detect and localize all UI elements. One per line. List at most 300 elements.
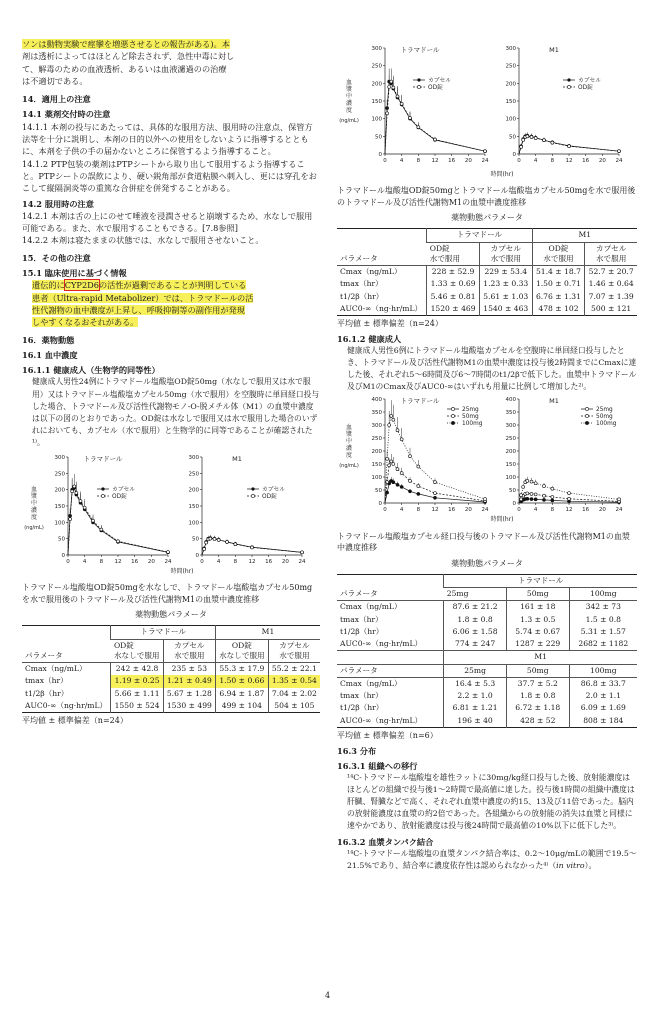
y-tick-label: 0: [195, 552, 199, 559]
paragraph: ¹⁴C-トラマドール塩酸塩の血漿タンパク結合率は、0.2〜10μg/mLの範囲で19.5〜21.5%であり、結合率に濃度依存性は認められなかった⁴⁾（in vitro）。: [347, 848, 637, 870]
y-tick-label: 250: [371, 63, 382, 70]
table-title: 薬物動態パラメータ: [135, 610, 207, 620]
y-tick-label: 250: [371, 436, 382, 443]
y-tick-label: 50: [509, 134, 516, 141]
x-tick-label: 8: [550, 158, 555, 164]
data-point: [568, 145, 571, 148]
x-tick-label: 0: [383, 158, 387, 164]
y-axis-label: 中: [345, 93, 353, 100]
col-header: OD錠 水で服用: [427, 242, 480, 266]
data-point: [217, 538, 220, 541]
legend-marker: [451, 422, 454, 425]
x-tick-label: 16: [131, 558, 139, 565]
col-header: 50mg: [506, 588, 569, 601]
col-header: カプセル 水で服用: [585, 242, 637, 266]
x-tick-label: 4: [216, 558, 221, 565]
table-row: AUC0-∞（ng·hr/mL） 1550 ± 524 1530 ± 499 499 ± 104 504 ± 105: [22, 700, 320, 713]
series-line: [385, 82, 485, 154]
x-tick-label: 20: [598, 158, 606, 164]
data-point: [209, 537, 212, 540]
x-tick-label: 0: [383, 507, 387, 514]
figure-left: [22, 449, 320, 580]
param-header: パラメータ: [340, 253, 378, 263]
data-point: [409, 116, 412, 119]
x-tick-label: 8: [416, 158, 421, 164]
table-row: t1/2β（hr） 6.06 ± 1.58 5.74 ± 0.67 5.31 ± 1.57: [337, 626, 637, 638]
x-tick-label: 0: [200, 558, 204, 565]
y-axis-label: 中: [345, 438, 353, 446]
data-point: [618, 498, 621, 501]
y-tick-label: 100: [505, 116, 516, 123]
data-point: [434, 481, 437, 484]
y-axis-label: 血: [345, 79, 353, 86]
y-tick-label: 150: [371, 99, 382, 105]
x-tick-label: 12: [565, 507, 573, 514]
data-point: [543, 139, 546, 142]
pk-chart-right-top: [337, 40, 637, 180]
data-point: [543, 485, 546, 488]
paragraph: 健康成人男性24例にトラマドール塩酸塩OD錠50mg（水なしで服用又は水で服用）又はトラマドール塩酸塩カプセル50mg（水で服用）を空腹時に単回経口投与した場合、トラマドール及び活性代謝物モノ-O-脱メチル体（M1）の血漿中濃度は以下の図のとおりであった。OD錠は水なしで服用又は水で服用した場合のいずれにおいても、カプセル（水で服用）と生物学的に同等であることが確認された¹⁾。: [32, 377, 320, 447]
text-line: 剤は透析によってはほとんど除去されず、急性中毒に対し: [22, 51, 235, 62]
legend-label: 100mg: [596, 421, 617, 428]
data-point: [551, 499, 554, 502]
table-row: Cmax（ng/mL） 87.6 ± 21.2 161 ± 18 342 ± 73: [337, 601, 637, 614]
x-tick-label: 8: [550, 507, 555, 514]
text-span: の活性が過剰であることが判明している: [98, 280, 247, 291]
subsection-heading: 16.1.2 健康成人: [337, 333, 402, 344]
data-point: [73, 485, 76, 488]
legend-label: 25mg: [462, 407, 479, 414]
figure-caption: トラマドール塩酸塩OD錠50mgとトラマドール塩酸塩カプセル50mgを水で服用後のトラマドール及び活性代謝物M1の血漿中濃度推移: [337, 186, 636, 207]
data-point: [534, 493, 537, 496]
legend-label: 50mg: [596, 414, 613, 421]
legend-marker: [251, 494, 254, 497]
y-axis-unit: (ng/mL): [339, 463, 359, 470]
figure-right-dose: [337, 393, 637, 528]
subsection-heading: 16.3 分布: [337, 745, 377, 756]
data-point: [388, 424, 391, 427]
x-tick-label: 4: [399, 507, 404, 514]
x-axis-label: 時間(hr): [490, 171, 514, 178]
left-column: [22, 38, 320, 729]
data-point: [568, 492, 571, 495]
section-heading: 16．薬物動態: [22, 334, 75, 345]
legend-marker: [585, 415, 588, 418]
x-tick-label: 12: [431, 158, 439, 164]
data-point: [530, 136, 533, 139]
data-point: [400, 486, 403, 489]
data-point: [530, 493, 533, 496]
y-tick-label: 300: [505, 46, 516, 52]
y-tick-label: 100: [371, 116, 382, 123]
text-span: 遺伝的に: [32, 280, 65, 291]
y-tick-label: 200: [505, 449, 516, 456]
legend-label: カプセル: [112, 486, 136, 493]
data-point: [205, 541, 208, 544]
x-tick-label: 0: [66, 558, 70, 565]
x-tick-label: 20: [598, 507, 606, 514]
data-point: [526, 135, 529, 138]
y-tick-label: 0: [378, 501, 382, 508]
legend-marker: [101, 487, 104, 490]
x-tick-label: 24: [481, 158, 489, 164]
data-point: [396, 468, 399, 471]
y-tick-label: 100: [505, 475, 516, 482]
x-tick-label: 16: [448, 158, 456, 164]
x-tick-label: 12: [248, 558, 256, 565]
data-point: [213, 537, 216, 540]
y-tick-label: 250: [54, 471, 65, 478]
data-point: [522, 138, 525, 141]
table-row: AUC0-∞（ng·hr/mL） 774 ± 247 1287 ± 229 2682 ± 1182: [337, 638, 637, 651]
y-tick-label: 0: [61, 552, 65, 559]
data-point: [392, 419, 395, 422]
data-point: [434, 138, 437, 141]
table-row: tmax（hr） 1.8 ± 0.8 1.3 ± 0.5 1.5 ± 0.8: [337, 614, 637, 626]
subsection-heading: 16.3.1 組織への移行: [337, 760, 418, 771]
data-point: [386, 458, 389, 461]
x-tick-label: 20: [147, 558, 155, 565]
data-point: [75, 491, 78, 494]
col-header: カプセル 水で服用: [268, 639, 320, 663]
y-axis-label: 漿: [345, 86, 353, 93]
x-tick-label: 20: [281, 558, 289, 565]
data-point: [618, 150, 621, 153]
legend-marker: [585, 408, 588, 411]
table-footnote: 平均値 ± 標準偏差（n=6）: [337, 730, 438, 740]
table-row: Cmax（ng/mL） 16.4 ± 5.3 37.7 ± 5.2 86.8 ± 33.7: [337, 677, 637, 690]
data-point: [251, 546, 254, 549]
panel-title: トラマドール: [400, 397, 440, 406]
data-point: [417, 485, 420, 488]
pk-chart-dose: [337, 393, 637, 525]
y-axis-label: 度: [30, 513, 38, 521]
data-point: [530, 481, 533, 484]
param-header: パラメータ: [340, 589, 378, 599]
table-row-highlighted: tmax（hr） 1.19 ± 0.25 1.21 ± 0.49 1.50 ± 0.66 1.35 ± 0.54: [22, 675, 320, 687]
table-row: t1/2β（hr） 6.81 ± 1.21 6.72 ± 1.18 6.09 ± 1.69: [337, 702, 637, 714]
page-number: 4: [324, 991, 331, 1000]
data-point: [534, 498, 537, 501]
y-tick-label: 300: [505, 423, 516, 430]
y-tick-label: 150: [54, 503, 65, 510]
y-tick-label: 250: [188, 471, 199, 478]
paragraph: 14.1.1 本剤の投与にあたっては、具体的な服用方法、服用時の注意点、保管方法等を十分に説明し、本剤の日的以外への使用をしないように指導するとともに、本剤を子供の手の届かないところに保管するよう指導すること。: [22, 121, 313, 157]
y-tick-label: 350: [371, 410, 382, 417]
y-tick-label: 300: [371, 46, 382, 52]
data-point: [386, 112, 389, 115]
y-tick-label: 150: [505, 99, 516, 105]
data-point: [434, 492, 437, 495]
data-point: [203, 548, 206, 551]
data-point: [534, 482, 537, 485]
data-point: [526, 480, 529, 483]
x-tick-label: 12: [431, 507, 439, 514]
data-point: [71, 490, 74, 493]
subsection-heading: 16.3.2 血漿タンパク結合: [337, 836, 434, 847]
group-header: トラマドール: [444, 574, 637, 587]
x-axis-label: 時間(hr): [170, 567, 194, 575]
data-point: [534, 137, 537, 140]
y-tick-label: 300: [371, 423, 382, 430]
pk-table-left: [22, 625, 320, 713]
group-header: M1: [215, 626, 320, 639]
group-header: M1: [444, 651, 637, 664]
legend-label: OD錠: [578, 85, 593, 91]
y-tick-label: 0: [512, 152, 516, 158]
x-tick-label: 4: [533, 507, 538, 514]
x-tick-label: 16: [582, 507, 590, 514]
subsection-heading: 16.1.1 健康成人（生物学的同等性）: [22, 365, 160, 376]
data-point: [392, 463, 395, 466]
y-axis-label: 度: [345, 452, 353, 460]
cyp2d6-box: CYP2D6: [64, 280, 99, 291]
x-tick-label: 12: [114, 558, 122, 565]
subsection-heading: 16.1 血中濃度: [22, 349, 78, 360]
highlighted-text: ソンは動物実験で痙攣を増悪させるとの報告がある)。本: [22, 39, 230, 49]
table-row: t1/2β（hr） 5.66 ± 1.11 5.67 ± 1.28 6.94 ± 1.87 7.04 ± 2.02: [22, 688, 320, 700]
legend-label: カプセル: [262, 486, 286, 493]
figure-caption: トラマドール塩酸塩カプセル経口投与後のトラマドール及び活性代謝物M1の血漿中濃度推移: [337, 531, 630, 553]
y-tick-label: 100: [188, 520, 199, 527]
paragraph: 14.2.2 本剤は寝たままの状態では、水なしで服用させないこと。: [22, 235, 264, 246]
x-tick-label: 16: [265, 558, 273, 565]
section-heading: 15．その他の注意: [22, 252, 91, 263]
data-point: [543, 495, 546, 498]
param-header: パラメータ: [25, 650, 63, 660]
data-point: [417, 493, 420, 496]
data-point: [400, 102, 403, 105]
y-axis-label: 血: [345, 424, 353, 432]
x-tick-label: 4: [82, 558, 87, 565]
y-tick-label: 0: [378, 152, 382, 158]
data-point: [520, 494, 523, 497]
legend-label: カプセル: [578, 78, 602, 84]
col-header: カプセル 水で服用: [479, 242, 532, 266]
series-line: [385, 82, 485, 154]
data-point: [392, 86, 395, 89]
table-row: AUC0-∞（ng·hr/mL） 196 ± 40 428 ± 52 808 ± 184: [337, 715, 637, 728]
data-point: [526, 492, 529, 495]
col-header: OD錠 水なしで服用: [215, 639, 268, 663]
y-tick-label: 300: [188, 454, 199, 461]
data-point: [390, 460, 393, 463]
data-point: [417, 126, 420, 129]
data-point: [234, 543, 237, 546]
legend-marker: [567, 85, 570, 88]
legend-marker: [417, 85, 420, 88]
y-tick-label: 50: [58, 536, 65, 543]
x-tick-label: 20: [464, 158, 472, 164]
panel-title: トラマドール: [83, 454, 123, 463]
table-row: Cmax（ng/mL） 242 ± 42.8 235 ± 53 55.3 ± 17.9 55.2 ± 22.1: [22, 663, 320, 676]
y-tick-label: 200: [188, 487, 199, 494]
data-point: [69, 517, 72, 520]
data-point: [226, 540, 229, 543]
subsection-heading: 14.1 薬剤交付時の注意: [22, 109, 111, 120]
legend-label: 50mg: [462, 414, 479, 421]
highlighted-warning: [22, 279, 320, 328]
legend-label: カプセル: [428, 78, 452, 84]
text-span: 患者（Ultra-rapid Metabolizer）では、トラマドールの活: [32, 292, 254, 303]
x-tick-label: 20: [464, 507, 472, 514]
y-tick-label: 300: [54, 454, 65, 461]
legend-marker: [101, 494, 104, 497]
data-point: [551, 496, 554, 499]
y-tick-label: 200: [371, 449, 382, 456]
table-footnote: 平均値 ± 標準偏差（n=24）: [337, 319, 443, 329]
figure-right-top: [337, 40, 637, 183]
data-point: [396, 95, 399, 98]
col-header: 25mg: [444, 588, 507, 601]
y-axis-label: 漿: [30, 492, 38, 500]
data-point: [484, 150, 487, 153]
x-tick-label: 16: [448, 507, 456, 514]
subsection-heading: 14.2 服用時の注意: [22, 198, 94, 209]
table-title: 薬物動態パラメータ: [451, 213, 523, 223]
subsection-heading: 15.1 臨床使用に基づく情報: [22, 268, 127, 279]
y-tick-label: 150: [188, 503, 199, 510]
table-footnote: 平均値 ± 標準偏差（n=24）: [22, 716, 128, 726]
data-point: [117, 540, 120, 543]
group-header: M1: [532, 229, 637, 242]
y-tick-label: 0: [512, 501, 516, 508]
y-tick-label: 400: [371, 397, 382, 404]
legend-label: 100mg: [462, 421, 483, 428]
y-tick-label: 150: [371, 462, 382, 469]
legend-marker: [251, 487, 254, 490]
data-point: [83, 506, 86, 509]
pk-table-right-1: [337, 228, 637, 316]
x-tick-label: 24: [298, 558, 306, 565]
data-point: [409, 490, 412, 493]
paragraph: 14.1.2 PTP包装の薬剤はPTPシートから取り出して服用するよう指導すること。PTPシートの誤飲により、硬い鋭角部が食道粘膜へ刺入し、更には穿孔をおこして縦隔洞炎等の重篤な合併症を併発することがある。: [22, 158, 317, 194]
paragraph: 14.2.1 本剤は舌の上にのせて唾液を浸潤させると崩壊するため、水なしで服用可能である。また、水で服用することもできる。[7.8参照]: [22, 210, 313, 234]
group-header: トラマドール: [427, 229, 532, 242]
x-tick-label: 24: [164, 558, 172, 565]
paragraph: 健康成人男性6例にトラマドール塩酸塩カプセルを空腹時に単回経口投与したとき、トラマドール及び活性代謝物M1の血漿中濃度は投与後2時間までにCmaxに達した後、それぞれ5〜6時間及び6〜7時間のt1/2βで低下した。血漿中トラマドール及びM1のCmax及びAUC0-∞はいずれも用量に比例して増加した²⁾。: [347, 346, 637, 392]
figure-caption: トラマドール塩酸塩OD錠50mgを水なしで、トラマドール塩酸塩カプセル50mgを水で服用後のトラマドール及び活性代謝物M1の血漿中濃度推移: [22, 583, 313, 604]
col-header: 100mg: [569, 588, 637, 601]
x-tick-label: 16: [582, 158, 590, 164]
legend-marker: [417, 78, 420, 81]
data-point: [551, 488, 554, 491]
data-point: [396, 429, 399, 432]
col-header: OD錠 水で服用: [532, 242, 585, 266]
data-point: [388, 85, 391, 88]
data-point: [434, 497, 437, 500]
pk-table-dose: パラメータ トラマドール 25mg 50mg 100mg Cmax（ng/mL） 87.6 ± 21.2 161 ± 18 342 ± 73 tmax（hr） 1.8 ± 0.8 1.3 ± 0.5 1.5 ± 0.8 t1/2β（hr） 6.06 ± 1.58 5.74 ± 0.67 5.31 ± 1.57 AUC0-∞（ng·hr/mL） 774 ± 247 1287 ± 229 2682 ± 1182 M1 パラメータ 25mg 50mg 100mg Cmax（ng/mL） 16.4 ± 5.3 37.7 ± 5.2 86.8 ± 33.7 tmax（hr） 2.2 ± 1.0 1.8 ± 0.8 2.0 ± 1.1 t1/2β（hr） 6.81 ± 1.21 6.72 ± 1.18 6.09 ± 1.69 AUC0-∞（ng·hr/mL） 196 ± 40 428 ± 52 808 ± 184: [337, 574, 637, 728]
legend-label: OD錠: [428, 85, 443, 91]
data-point: [409, 480, 412, 483]
y-tick-label: 50: [375, 488, 382, 495]
x-tick-label: 24: [615, 158, 623, 164]
x-tick-label: 24: [615, 507, 623, 514]
y-tick-label: 250: [505, 63, 516, 70]
data-point: [400, 472, 403, 475]
legend-marker: [451, 408, 454, 411]
text-line: て、解毒のための血液透析、あるいは血液濾過のの治療: [22, 63, 227, 74]
data-point: [100, 528, 103, 531]
table-row: tmax（hr） 2.2 ± 1.0 1.8 ± 0.8 2.0 ± 1.1: [337, 690, 637, 702]
param-header: パラメータ: [337, 664, 444, 677]
data-point: [522, 486, 525, 489]
y-axis-label: 濃: [30, 506, 38, 514]
text-line: は不適切である。: [22, 75, 88, 86]
y-tick-label: 250: [505, 436, 516, 443]
col-header: カプセル 水で服用: [163, 639, 215, 663]
y-tick-label: 200: [54, 487, 65, 494]
x-tick-label: 4: [533, 158, 538, 164]
y-tick-label: 200: [505, 81, 516, 88]
x-tick-label: 0: [517, 158, 521, 164]
data-point: [551, 141, 554, 144]
y-axis-label: 度: [345, 107, 353, 114]
table-title: 薬物動態パラメータ: [451, 558, 523, 568]
data-point: [79, 499, 82, 502]
legend-marker: [567, 78, 570, 81]
data-point: [543, 499, 546, 502]
y-axis-label: 濃: [345, 445, 353, 453]
table-row: Cmax（ng/mL） 228 ± 52.9 229 ± 53.4 51.4 ± 18.7 52.7 ± 20.7: [337, 266, 637, 279]
text-span: しやすくなるおそれがある。: [32, 317, 139, 328]
y-axis-label: 血: [30, 485, 38, 493]
y-tick-label: 50: [375, 134, 382, 141]
panel-title: M1: [549, 46, 559, 54]
data-point: [409, 455, 412, 458]
data-point: [400, 438, 403, 441]
y-axis-unit: (ng/mL): [24, 524, 44, 531]
data-point: [388, 464, 391, 467]
pk-chart-left: [22, 449, 320, 577]
legend-label: OD錠: [262, 493, 277, 500]
data-point: [390, 80, 393, 83]
x-tick-label: 4: [399, 158, 404, 164]
x-tick-label: 8: [233, 558, 238, 565]
y-tick-label: 100: [371, 475, 382, 482]
y-tick-label: 350: [505, 410, 516, 417]
legend-marker: [451, 415, 454, 418]
data-point: [530, 498, 533, 501]
y-axis-label: 濃: [345, 100, 353, 107]
x-tick-label: 12: [565, 158, 573, 164]
right-column: [337, 40, 637, 872]
panel-title: トラマドール: [400, 46, 440, 54]
data-point: [390, 415, 393, 418]
data-point: [526, 498, 529, 501]
data-point: [484, 498, 487, 501]
panel-title: M1: [232, 454, 242, 463]
table-row: AUC0-∞（ng·hr/mL） 1520 ± 469 1540 ± 463 478 ± 102 500 ± 121: [337, 303, 637, 316]
series-line: [385, 416, 485, 503]
data-point: [392, 481, 395, 484]
y-axis-unit: (ng/mL): [339, 118, 359, 124]
data-point: [520, 145, 523, 148]
table-row: tmax（hr） 1.33 ± 0.69 1.23 ± 0.33 1.50 ± 0.71 1.46 ± 0.64: [337, 278, 637, 290]
table-row: t1/2β（hr） 5.46 ± 0.81 5.61 ± 1.03 6.76 ± 1.31 7.07 ± 1.39: [337, 291, 637, 303]
y-tick-label: 50: [192, 536, 199, 543]
col-header: OD錠 水なしで服用: [111, 639, 163, 663]
intro-paragraph: [22, 38, 320, 87]
x-tick-label: 8: [99, 558, 104, 565]
x-tick-label: 8: [416, 507, 421, 514]
data-point: [396, 484, 399, 487]
data-point: [92, 519, 95, 522]
x-tick-label: 24: [481, 507, 489, 514]
y-axis-label: 漿: [345, 431, 353, 439]
y-axis-label: 中: [30, 499, 38, 507]
data-point: [301, 551, 304, 554]
